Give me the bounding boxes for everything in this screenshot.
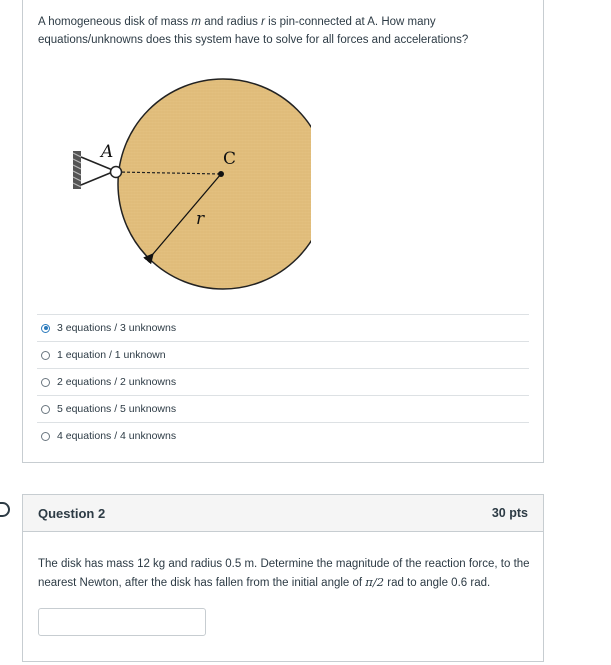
- radius-variable: r: [261, 16, 265, 28]
- angle-math: π/2: [365, 575, 385, 589]
- answer-option[interactable]: [37, 422, 529, 449]
- flag-question-icon[interactable]: [0, 502, 10, 517]
- question-2-text: [38, 555, 533, 592]
- answer-option[interactable]: [37, 341, 529, 368]
- radio-icon[interactable]: [41, 351, 50, 360]
- answer-option[interactable]: [37, 368, 529, 395]
- question-2-text-part: rad to angle 0.6 rad.: [384, 577, 491, 589]
- answer-option[interactable]: [37, 314, 529, 341]
- question-2-card: [22, 494, 544, 662]
- disk-figure: [51, 69, 311, 299]
- radio-icon[interactable]: [41, 405, 50, 414]
- answer-list: [37, 314, 529, 449]
- answer-input[interactable]: [38, 608, 206, 636]
- question-2-header: [23, 495, 543, 532]
- question-1-text-part: and radius: [201, 16, 262, 28]
- question-2-text-part: The disk has mass 12 kg and radius 0.5 m. Determine the magnitude of the reaction force, to the nearest Newton, after the disk has fallen from the initial angle of: [38, 558, 530, 589]
- answer-label: 2 equations / 2 unknowns: [57, 376, 177, 388]
- answer-option[interactable]: [37, 395, 529, 422]
- answer-label: 1 equation / 1 unknown: [57, 349, 166, 361]
- radio-icon[interactable]: [41, 378, 50, 387]
- answer-label: 3 equations / 3 unknowns: [57, 322, 177, 334]
- question-2-points: 30 pts: [491, 506, 528, 520]
- question-1-card: [22, 0, 544, 463]
- radio-selected-icon[interactable]: [41, 324, 50, 333]
- answer-label: 5 equations / 5 unknowns: [57, 403, 177, 415]
- question-2-title: Question 2: [38, 505, 106, 521]
- radio-icon[interactable]: [41, 432, 50, 441]
- disk: [118, 79, 311, 289]
- pin-a: [111, 167, 122, 178]
- question-1-text: [38, 13, 508, 49]
- question-1-text-part: is pin-connected at A. How many equations/unknowns does this system have to solve for all forces and accelerations?: [38, 16, 469, 46]
- label-c: C: [223, 149, 237, 169]
- answer-label: 4 equations / 4 unknowns: [57, 430, 177, 442]
- question-1-text-part: A homogeneous disk of mass: [38, 16, 192, 28]
- label-a: A: [101, 142, 114, 162]
- label-r: r: [196, 209, 205, 229]
- mass-variable: m: [191, 16, 202, 28]
